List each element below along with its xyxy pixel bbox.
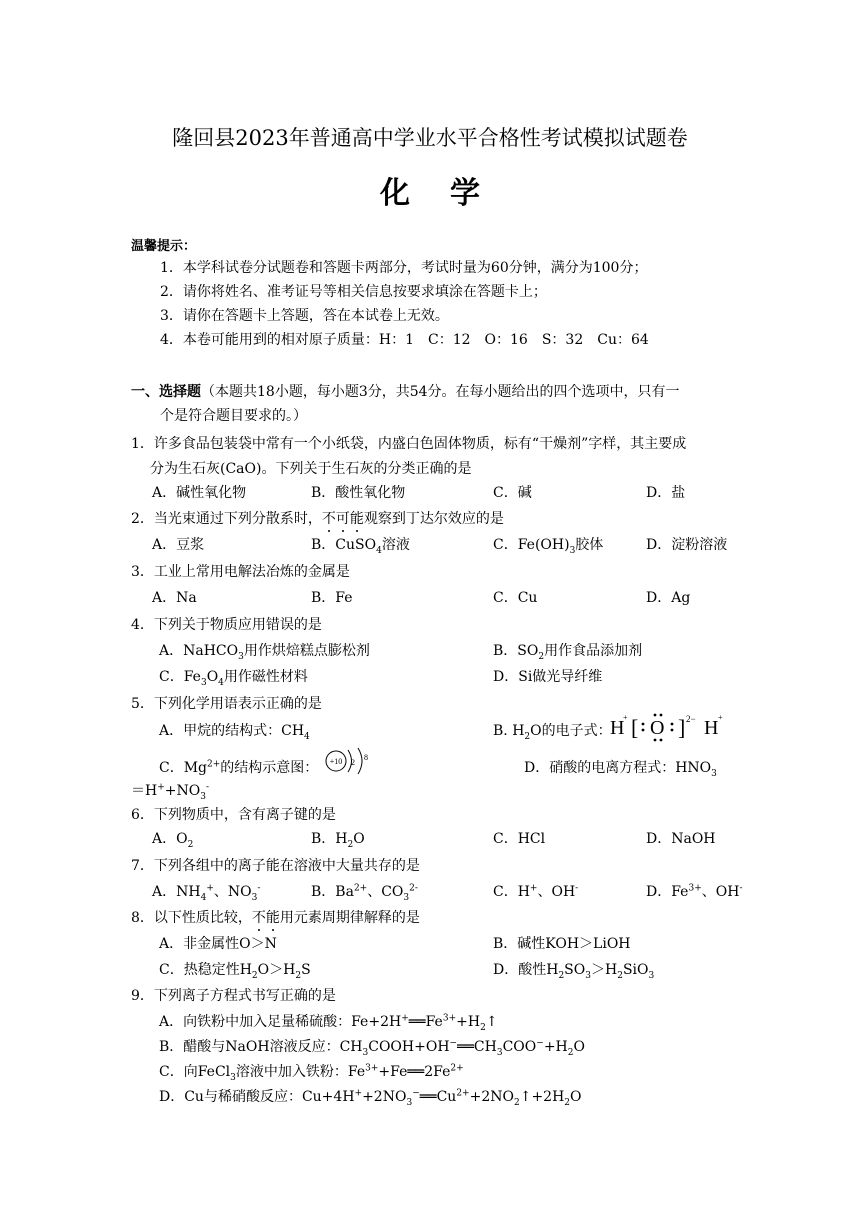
q1-option-b: B．酸性氧化物	[311, 485, 406, 501]
q8-option-c: C．热稳定性$H_2O>H_2S$	[159, 962, 311, 981]
q7-option-c: C．H+、OH-	[493, 883, 579, 900]
tip-item: 2．请你将姓名、准考证号等相关信息按要求填涂在答题卡上；	[160, 284, 547, 300]
q4-option-c: C．$Fe_3O_4$用作磁性材料	[159, 669, 308, 688]
question-1-stem: 1．许多食品包装袋中常有一个小纸袋，内盛白色固体物质，标有“干燥剂”字样，其主要成	[131, 436, 687, 452]
emphasis-char: 能	[349, 511, 364, 527]
question-2-stem	[131, 510, 504, 528]
q5-option-b: B. $H_2O$的电子式：	[493, 723, 612, 742]
q4-option-a: A．NaHCO$_3$用作烘焙糕点膨松剂	[159, 643, 370, 662]
formula-charge: 2−	[686, 714, 696, 724]
q3-option-a: A．Na	[152, 590, 197, 606]
q2-option-c: C．$Fe(OH)_3$胶体	[493, 537, 604, 556]
q9-option-b: B．醋酸与NaOH溶液反应：$CH_3COOH+OH^-══CH_3COO^-+H_2O$	[159, 1038, 585, 1058]
svg-text:]: ]	[678, 715, 686, 740]
q2-option-b: B．CuSO$_4$溶液	[311, 537, 410, 556]
formula-o: O	[650, 717, 665, 739]
water-electron-formula	[608, 710, 728, 744]
q1-option-c: C．碱	[493, 485, 532, 501]
q9-option-c: C．向FeCl$_3$溶液中加入铁粉：$Fe^{3+}+Fe══2Fe^{2+}$	[159, 1063, 464, 1083]
q7-option-a: A．$NH_4^+$、$NO_3^-$	[152, 883, 261, 903]
q6-option-d: D．NaOH	[646, 831, 716, 847]
formula-h-right: H	[704, 717, 719, 739]
q2-stem-post: 观察到丁达尔效应的是	[363, 511, 504, 527]
shell-1-electrons: 2	[351, 758, 355, 767]
q8-option-b: B．碱性KOH＞LiOH	[493, 936, 631, 952]
shell-2-electrons: 8	[364, 753, 368, 762]
q7-option-b: B．$Ba^{2+}$、$CO_3^{2-}$	[311, 883, 418, 903]
section-heading	[131, 383, 680, 401]
q9-option-d: D．Cu与稀硝酸反应：$Cu+4H^++2NO_3^-══Cu^{2+}+2NO_2↑+2H_2O$	[159, 1088, 582, 1108]
q6-option-b: B．$H_2O$	[311, 831, 365, 850]
svg-text:[: [	[631, 715, 639, 740]
question-4-stem: 4．下列关于物质应用错误的是	[131, 617, 322, 633]
q8-stem-pre: 8．以下性质比较，	[131, 910, 252, 926]
question-8-stem	[131, 909, 420, 927]
q8-option-a: A．非金属性O＞N	[159, 936, 277, 952]
mg-ion-structure-diagram	[324, 744, 376, 778]
tip-item: 1．本学科试卷分试题卷和答题卡两部分，考试时量为60分钟，满分为100分；	[160, 260, 648, 276]
q8-option-d: D．酸性$H_2SO_3>H_2SiO_3$	[493, 962, 655, 981]
question-6-stem: 6．下列物质中，含有离子键的是	[131, 807, 336, 823]
q5-option-c: C．$Mg^{2+}$的结构示意图：	[159, 759, 319, 776]
section-title: 一、选择题	[131, 384, 201, 400]
section-description-cont: 个是符合题目要求的。）	[160, 408, 307, 424]
q9-option-a: A．向铁粉中加入足量稀硫酸：$Fe+2H^+══Fe^{3+}+H_2↑$	[159, 1013, 498, 1033]
page-title: 隆回县2023年普通高中学业水平合格性考试模拟试题卷	[172, 126, 688, 150]
q6-option-c: C．HCl	[493, 831, 546, 847]
q1-option-a: A．碱性氧化物	[152, 485, 247, 501]
question-7-stem: 7．下列各组中的离子能在溶液中大量共存的是	[131, 858, 420, 874]
question-9-stem: 9．下列离子方程式书写正确的是	[131, 988, 336, 1004]
q4-option-b: B．$SO_2$用作食品添加剂	[493, 643, 643, 662]
q2-option-d: D．淀粉溶液	[646, 537, 728, 553]
q1-option-d: D．盐	[646, 485, 686, 501]
q4-option-d: D．Si做光导纤维	[493, 669, 603, 685]
q6-option-a: A．$O_2$	[152, 831, 194, 850]
q5-option-d: D．硝酸的电离方程式：$HNO_3$	[524, 760, 717, 779]
q8-stem-post: 用元素周期律解释的是	[279, 910, 420, 926]
q7-option-d: D．$Fe^{3+}$、OH-	[646, 883, 743, 900]
q3-option-d: D．Ag	[646, 590, 691, 606]
q3-option-b: B．Fe	[311, 590, 353, 606]
svg-text:+: +	[623, 713, 628, 722]
tip-item: 3．请你在答题卡上答题，答在本试卷上无效。	[160, 308, 449, 324]
emphasis-char: 不	[321, 511, 336, 527]
emphasis-char: 能	[265, 910, 280, 926]
q5-option-a: A．甲烷的结构式：$CH_4$	[159, 723, 310, 742]
q3-option-c: C．Cu	[493, 590, 538, 606]
tips-heading: 温馨提示：	[131, 239, 197, 254]
q5-option-d-cont: $=H^++NO_3^-$	[131, 782, 210, 802]
formula-h-left: H	[610, 717, 625, 739]
subject-title: 化学	[380, 176, 520, 211]
emphasis-char: 不	[251, 910, 266, 926]
question-1-stem-cont: 分为生石灰(CaO)。下列关于生石灰的分类正确的是	[150, 461, 472, 477]
question-3-stem: 3．工业上常用电解法冶炼的金属是	[131, 564, 350, 580]
tip-item: 4．本卷可能用到的相对原子质量：H：1 C：12 O：16 S：32 Cu：64	[160, 332, 649, 348]
nucleus-charge: +10	[329, 757, 343, 766]
q2-stem-pre: 2．当光束通过下列分散系时，	[131, 511, 322, 527]
question-5-stem: 5．下列化学用语表示正确的是	[131, 696, 322, 712]
svg-text:+: +	[718, 713, 723, 722]
q2-option-a: A．豆浆	[152, 537, 205, 553]
section-description: （本题共18小题，每小题3分，共54分。在每小题给出的四个选项中，只有一	[201, 384, 680, 400]
emphasis-char: 可	[335, 511, 350, 527]
